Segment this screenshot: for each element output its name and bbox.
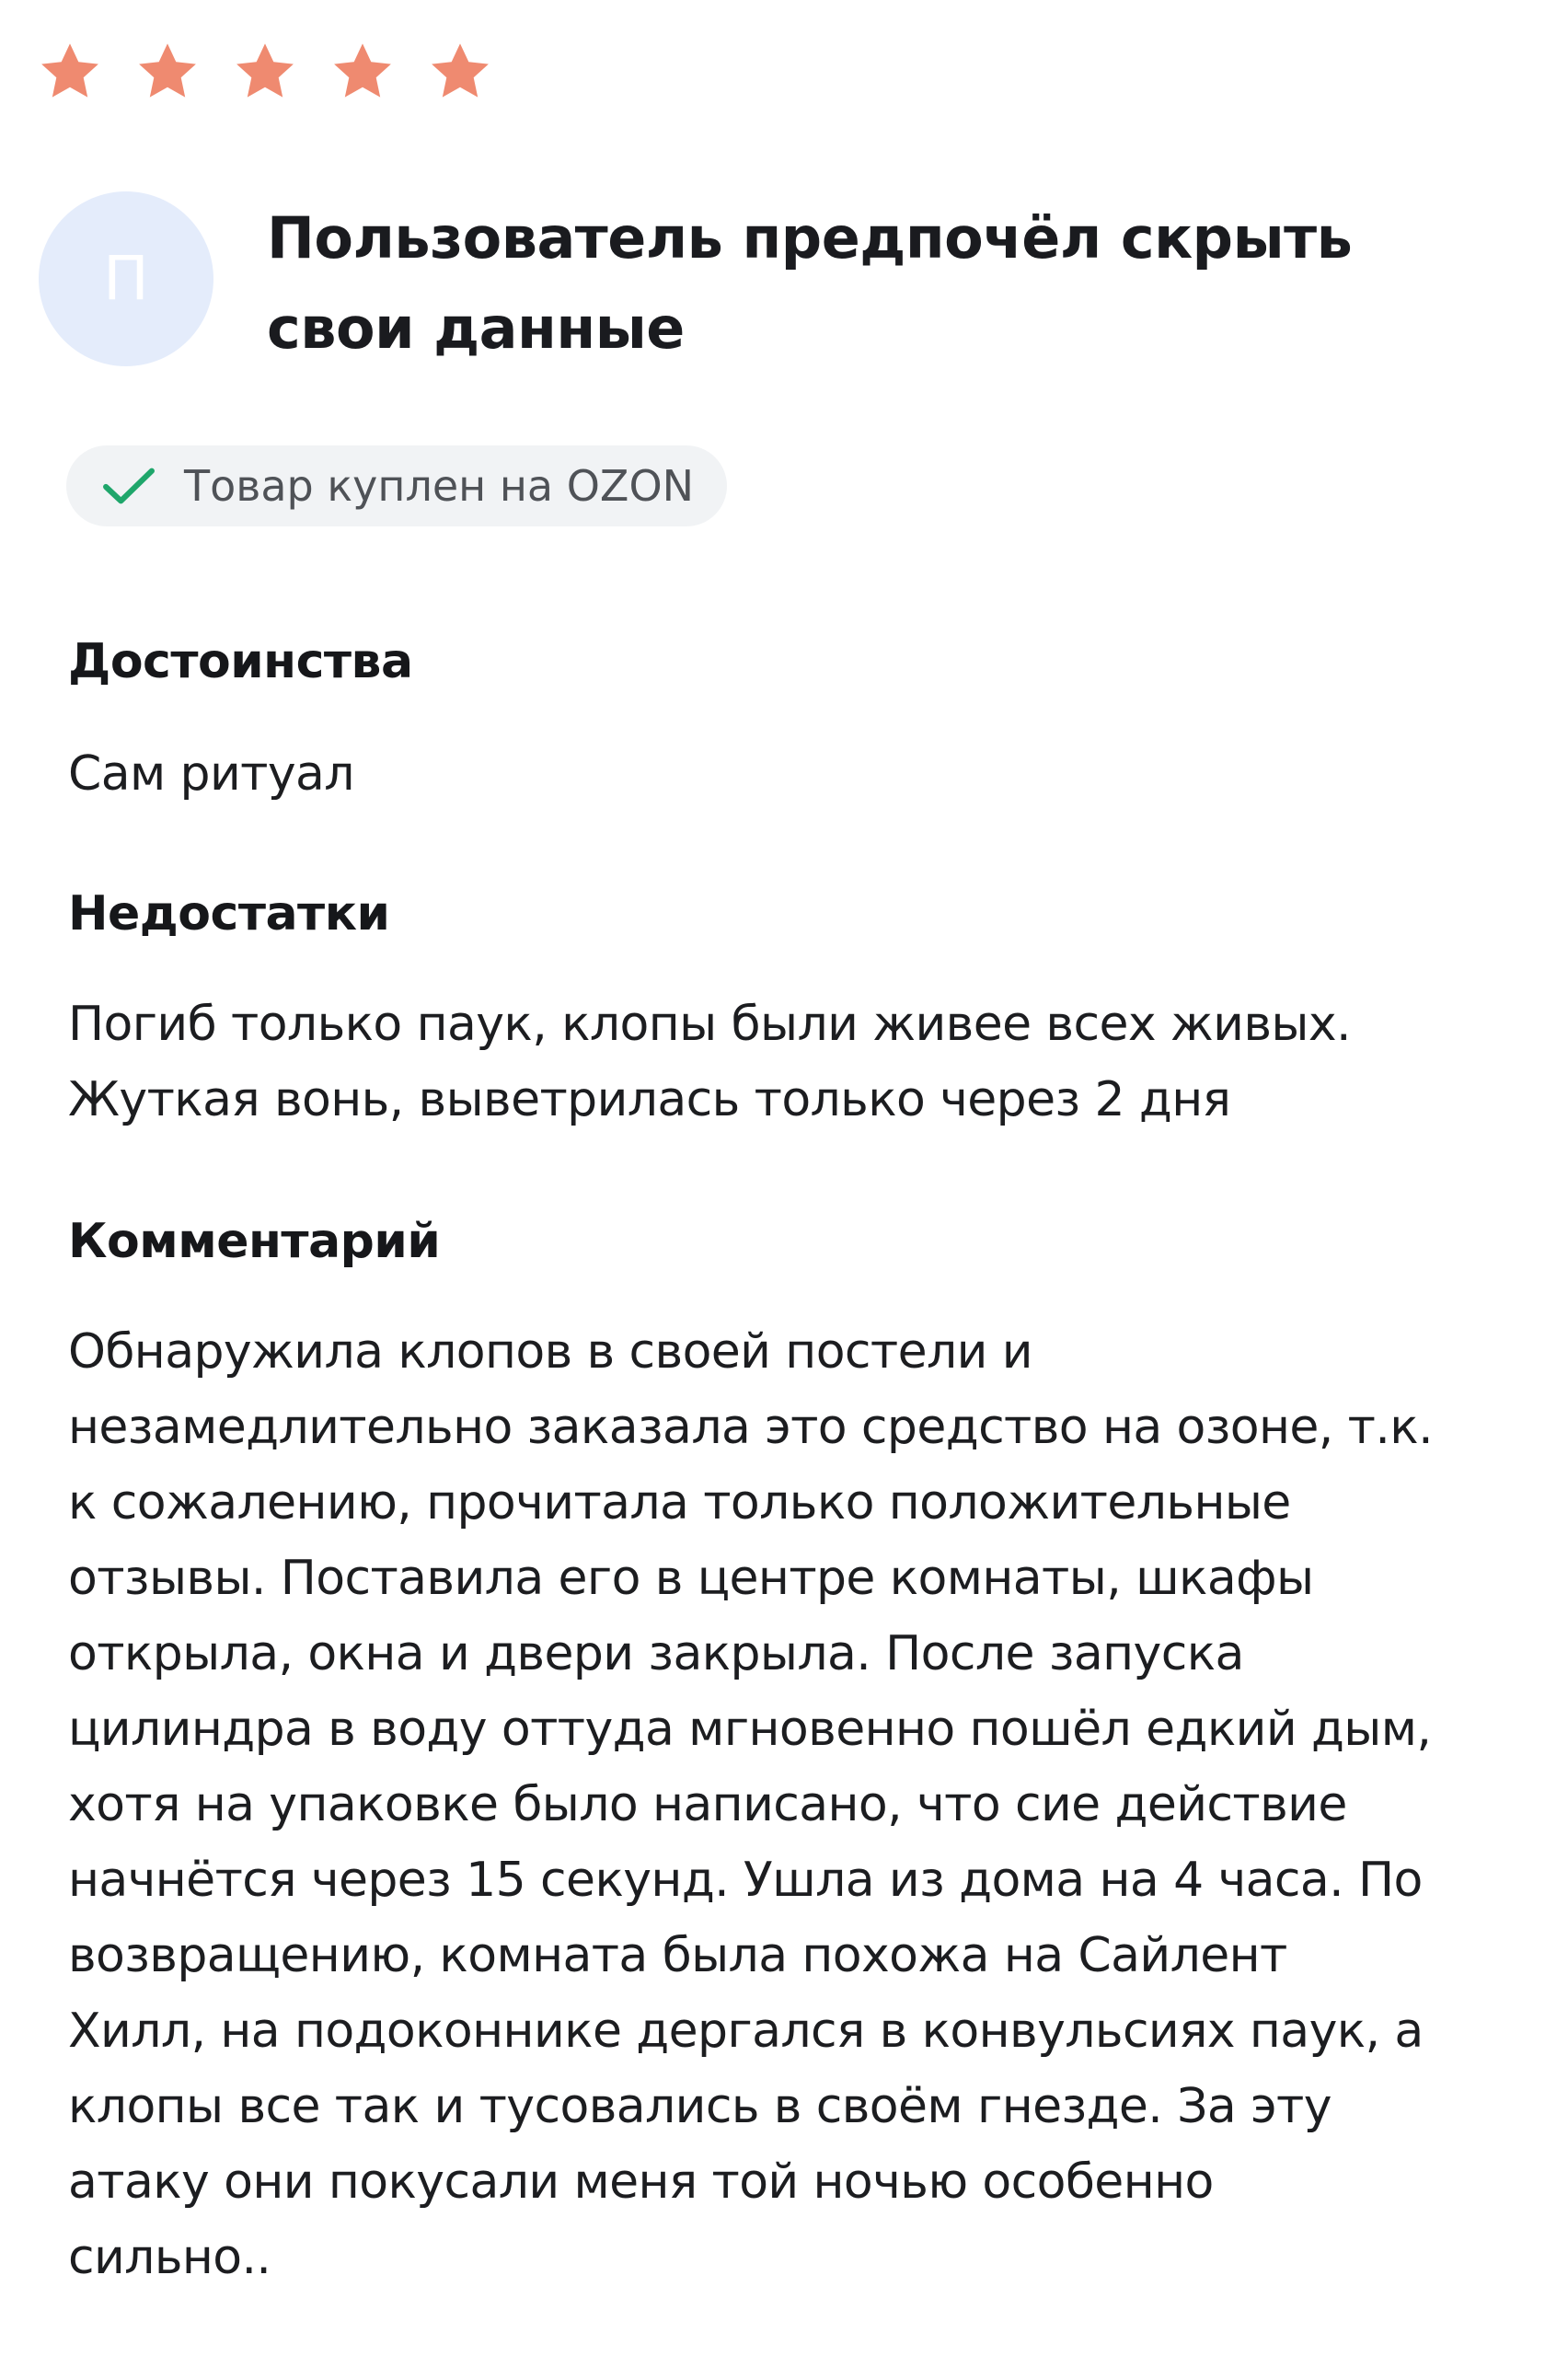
text-line: Хилл, на подоконнике дергался в конвульсиях паук, а <box>68 2004 1424 2059</box>
text-line: возвращению, комната была похожа на Сайлент <box>68 1928 1287 1983</box>
comment-title: Комментарий <box>68 1214 441 1269</box>
badge-label: Товар куплен на OZON <box>184 461 695 511</box>
text-line: Обнаружила клопов в своей постели и <box>68 1324 1032 1380</box>
cons-title: Недостатки <box>68 886 390 941</box>
text-line: сильно.. <box>68 2230 271 2285</box>
verified-purchase-badge <box>66 445 727 526</box>
text-line: к сожалению, прочитала только положительные <box>68 1475 1291 1530</box>
text-line: клопы все так и тусовались в своём гнезде. За эту <box>68 2079 1332 2134</box>
avatar[interactable] <box>39 191 213 366</box>
text-line: Погиб только паук, клопы были живее всех живых. <box>68 997 1351 1052</box>
star-icon <box>134 39 201 105</box>
user-name-line: Пользователь предпочёл скрыть <box>267 204 1353 271</box>
user-name-line: свои данные <box>267 294 685 362</box>
star-icon <box>427 39 493 105</box>
text-line: хотя на упаковке было написано, что сие действие <box>68 1777 1347 1832</box>
star-icon <box>37 39 103 105</box>
star-rating <box>37 39 493 105</box>
text-line: отзывы. Поставила его в центре комнаты, шкафы <box>68 1551 1314 1606</box>
user-name <box>267 193 1417 374</box>
text-line: начнётся через 15 секунд. Ушла из дома на 4 часа. По <box>68 1853 1423 1908</box>
text-line: Жуткая вонь, выветрилась только через 2 дня <box>68 1072 1231 1127</box>
avatar-initial: П <box>103 243 149 314</box>
cons-text <box>68 987 1504 1138</box>
text-line: цилиндра в воду оттуда мгновенно пошёл едкий дым, <box>68 1702 1432 1757</box>
comment-text <box>68 1314 1504 2295</box>
text-line: открыла, окна и двери закрыла. После запуска <box>68 1626 1244 1681</box>
pros-text <box>68 736 1504 812</box>
text-line: Сам ритуал <box>68 746 354 802</box>
text-line: атаку они покусали меня той ночью особенно <box>68 2154 1214 2210</box>
text-line: незамедлительно заказала это средство на озоне, т.к. <box>68 1400 1434 1455</box>
star-icon <box>329 39 396 105</box>
check-icon <box>99 465 158 507</box>
star-icon <box>232 39 298 105</box>
pros-title: Достоинства <box>68 634 413 689</box>
